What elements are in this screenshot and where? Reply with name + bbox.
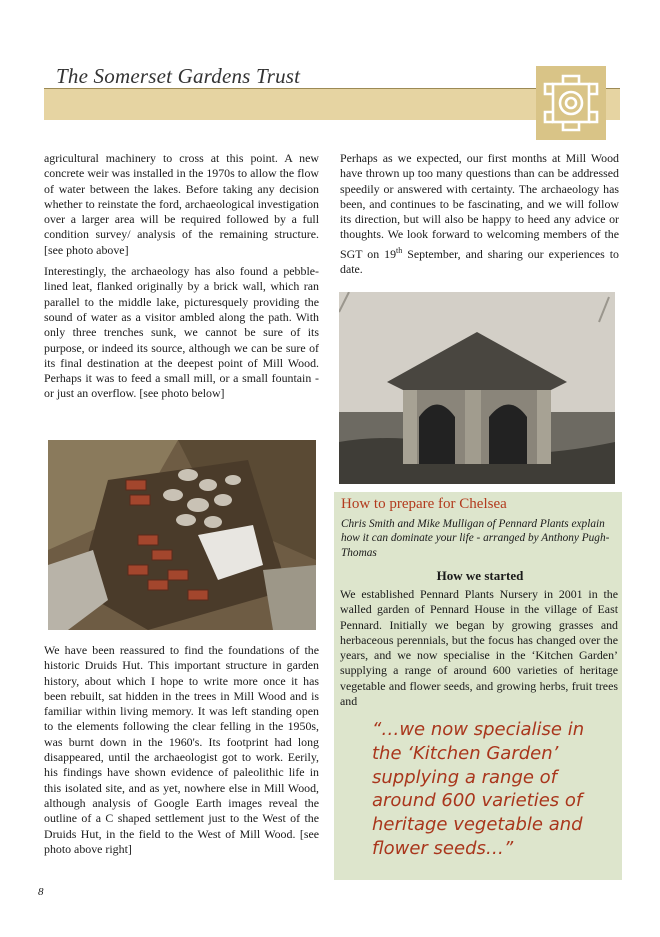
chelsea-byline: Chris Smith and Mike Mulligan of Pennard Plants explain how it can dominate your life - arranged by Anthony Pugh-Thomas xyxy=(341,518,610,559)
journal-title: The Somerset Gardens Trust xyxy=(56,64,301,88)
right-paragraph-end: September, and sharing our experiences to date. xyxy=(340,246,619,277)
excavation-photo xyxy=(48,440,316,630)
right-paragraph-1 xyxy=(340,151,619,277)
date-suffix: th xyxy=(396,245,403,255)
header-band xyxy=(44,89,620,120)
chelsea-title: How to prepare for Chelsea xyxy=(341,496,507,512)
how-we-started-heading: How we started xyxy=(436,568,524,583)
druids-hut-photo xyxy=(339,292,615,484)
knot-logo-icon xyxy=(536,66,606,140)
pull-quote: “…we now specialise in the ‘Kitchen Garden’ supplying a range of around 600 varieties of heritage vegetable and flower seeds…” xyxy=(372,719,585,859)
chelsea-body: We established Pennard Plants Nursery in 2001 in the walled garden of Pennard House in the village of East Pennard. Initially we began by growing grasses and herbaceous perennials, but the focus has changed over the years, and we now specialise in the ‘Kitchen Garden’ supplying a range of around 600 varieties of heritage vegetable and flower seeds, and growing herbs, fruit trees and xyxy=(340,587,618,709)
trust-logo xyxy=(536,66,606,140)
page-number: 8 xyxy=(38,886,44,898)
right-paragraph-start: Perhaps as we expected, our first months at Mill Wood have thrown up too many questions than can be addressed speedily or answered with certainty. The archaeology has been, and continues to be fascinating, and we will follow its direction, but will also be happy to heed any advice or thoughts. We look forward to welcoming members of the SGT on 19 xyxy=(340,151,619,261)
left-column xyxy=(44,151,319,408)
left-paragraph-1: agricultural machinery to cross at this point. A new concrete weir was installed in the 1970s to allow the flow of water between the lakes. Before taking any decision whether to reinstate the ford, archaeological investigation over a larger area will be required followed by a full condition survey/ analysis of the remaining structure. [see photo above] xyxy=(44,151,319,257)
left-column-bottom xyxy=(44,643,319,863)
left-paragraph-3: We have been reassured to find the foundations of the historic Druids Hut. This important structure in garden history, about which I hope to write more once it has been rebuilt, sat hidden in the trees in Mill Wood and is familiar within living memory. It was left standing open to the elements following the clear felling in the 1950s, was burnt down in the 1960's. Its footprint had long disappeared, until the archaeologist got to work. Eerily, his findings have shown evidence of paleolithic life in this isolated site, and as yet, nowhere else in Mill Wood, although analysis of Google Earth images reveal the outline of a C shaped settlement just to the West of the Druids Hut, in the field to the West of Mill Wood. [see photo above right] xyxy=(44,643,319,856)
right-column xyxy=(340,151,619,283)
left-paragraph-2: Interestingly, the archaeology has also found a pebble-lined leat, flanked originally by a brick wall, which ran parallel to the middle lake, picturesquely providing the sound of water as a visitor ambled along the path. With only three trenches sunk, we cannot be sure of its purpose, or indeed its source, although we can be sure of its final destination at the deepest point of Mill Wood. Perhaps it was to feed a small mill, or a small fountain - or just an overflow. [see photo below] xyxy=(44,264,319,401)
